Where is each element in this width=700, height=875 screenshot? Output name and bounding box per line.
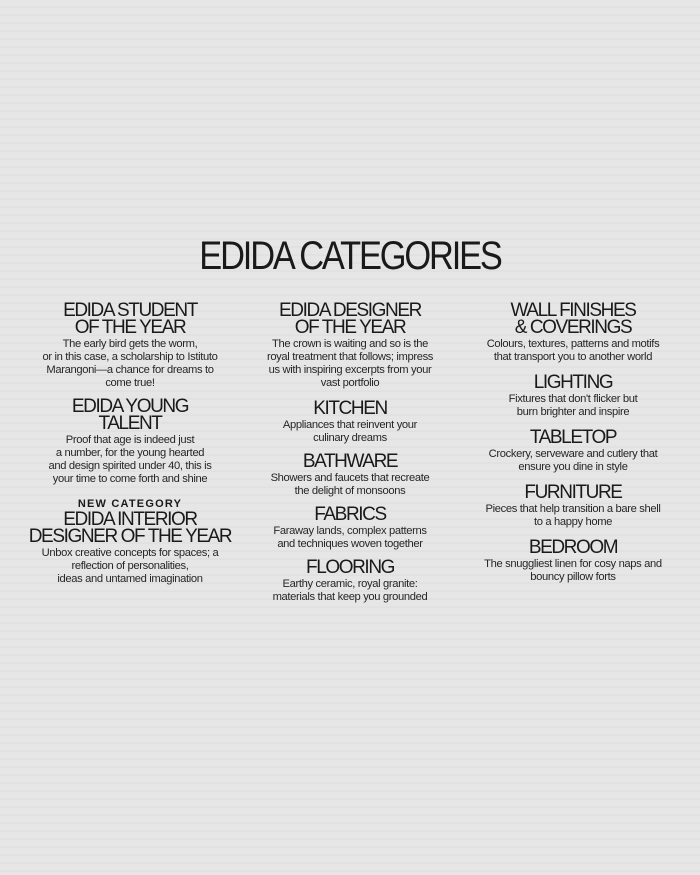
category-description: Crockery, serveware and cutlery that ensure you dine in style — [488, 448, 658, 473]
column-right — [464, 302, 682, 590]
category-title: FABRICS — [314, 504, 386, 525]
category-description: Unbox creative concepts for spaces; a reflection of personalities, ideas and untamed imagination — [41, 547, 219, 585]
category-young-talent — [22, 398, 238, 486]
category-kitchen — [244, 400, 456, 445]
category-interior-designer-of-the-year — [22, 498, 238, 586]
category-title: EDIDA DESIGNER OF THE YEAR — [279, 300, 421, 338]
column-middle — [244, 302, 456, 610]
category-designer-of-the-year — [244, 302, 456, 390]
category-title: BEDROOM — [528, 537, 618, 558]
category-wall-finishes — [464, 302, 682, 364]
category-student-of-the-year — [22, 302, 238, 390]
category-title: KITCHEN — [313, 398, 387, 419]
category-bedroom — [464, 539, 682, 584]
category-title: LIGHTING — [533, 372, 613, 393]
category-title: FLOORING — [305, 557, 395, 578]
category-description: Appliances that reinvent your culinary dreams — [282, 419, 418, 444]
category-title: EDIDA YOUNG TALENT — [71, 396, 189, 434]
category-title: EDIDA INTERIOR DESIGNER OF THE YEAR — [28, 509, 232, 547]
category-description: The crown is waiting and so is the royal treatment that follows; impress us with inspiring excerpts from your vast portfolio — [266, 338, 434, 389]
category-description: Proof that age is indeed just a number, for the young hearted and design spirited under 40, this is your time to come forth and shine — [48, 434, 212, 485]
category-title: FURNITURE — [524, 482, 622, 503]
category-title: BATHWARE — [302, 451, 398, 472]
new-category-badge: NEW CATEGORY — [77, 498, 183, 510]
category-description: The early bird gets the worm, or in this case, a scholarship to Istituto Marangoni—a chance for dreams to come true! — [42, 338, 218, 389]
category-bathware — [244, 453, 456, 498]
category-flooring — [244, 559, 456, 604]
category-tabletop — [464, 429, 682, 474]
category-description: Showers and faucets that recreate the delight of monsoons — [270, 472, 430, 497]
category-description: Faraway lands, complex patterns and techniques woven together — [273, 525, 427, 550]
category-title: WALL FINISHES & COVERINGS — [510, 300, 636, 338]
category-title: EDIDA STUDENT OF THE YEAR — [63, 300, 197, 338]
category-description: Fixtures that don't flicker but burn brighter and inspire — [508, 393, 638, 418]
category-description: Pieces that help transition a bare shell to a happy home — [485, 503, 661, 528]
category-lighting — [464, 374, 682, 419]
category-description: Colours, textures, patterns and motifs that transport you to another world — [486, 338, 660, 363]
page-title: EDIDA CATEGORIES — [199, 234, 501, 278]
category-furniture — [464, 484, 682, 529]
column-left — [22, 302, 238, 592]
category-title: TABLETOP — [529, 427, 617, 448]
category-description: Earthy ceramic, royal granite: materials that keep you grounded — [272, 578, 428, 603]
category-fabrics — [244, 506, 456, 551]
category-description: The snuggliest linen for cosy naps and bouncy pillow forts — [484, 558, 662, 583]
